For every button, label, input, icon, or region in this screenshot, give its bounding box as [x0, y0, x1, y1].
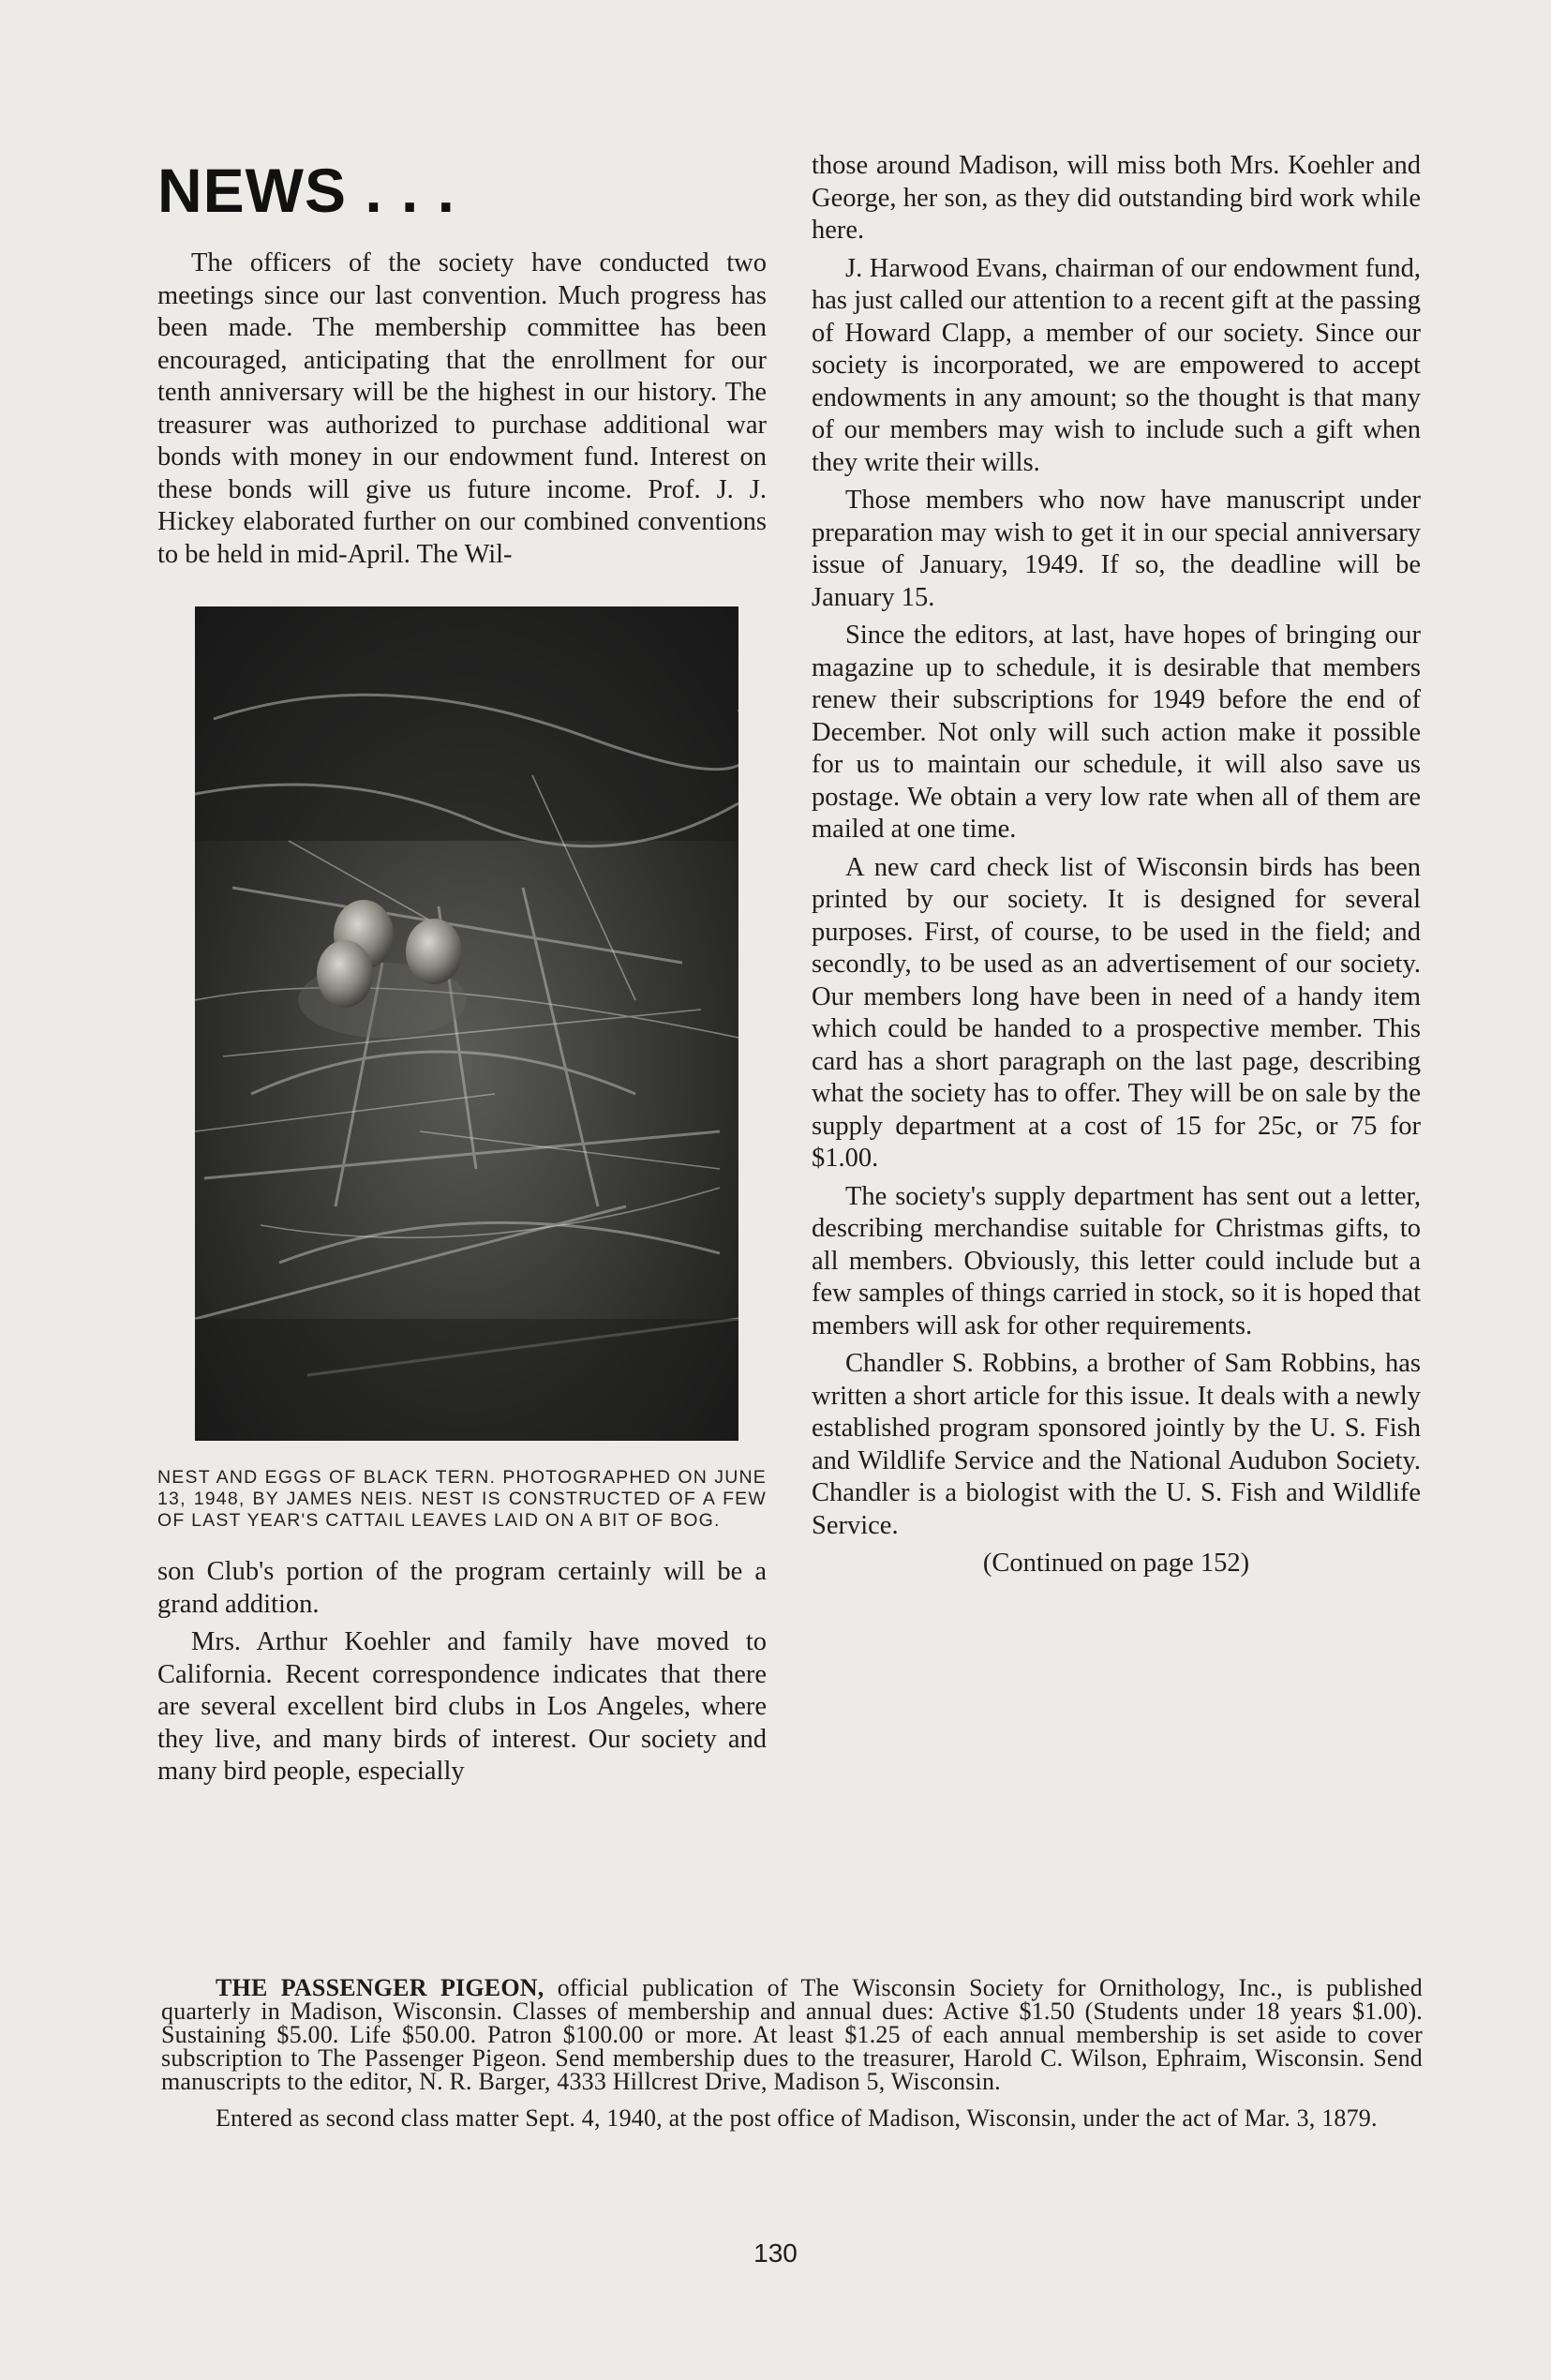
paragraph-koehler: Mrs. Arthur Koehler and family have moved to California. Recent correspondence indicates that there are several excellent bird clubs in Los Angeles, where they live, and many birds of interest. Our society and many bird people, especially — [157, 1627, 767, 1786]
paragraph-madison: those around Madison, will miss both Mrs. Koehler and George, her son, as they did outstanding bird work while here. — [812, 151, 1421, 245]
paragraph-wilson-club: son Club's portion of the program certainly will be a grand addition. — [157, 1557, 767, 1619]
masthead-text: official publication of The Wisconsin Society for Ornithology, Inc., is published quarterly in Madison, Wisconsin. Classes of membership and annual dues: Active $1.50 (Students under 18 years $1.00). Sustaining $5.00. Life $50.00. Patron $100.00 or more. At least $1.25 of each annual membership is set aside to cover subscription to The Passenger Pigeon. Send membership dues to the treasurer, Harold C. Wilson, Ephraim, Wisconsin. Send manuscripts to the editor, N. R. Barger, 4333 Hillcrest Drive, Madison 5, Wisconsin. — [161, 1974, 1423, 2095]
entry-notice: Entered as second class matter Sept. 4, 1940, at the post office of Madison, Wisconsin, under the act of Mar. 3, 1879. — [216, 2104, 1378, 2132]
paragraph-robbins: Chandler S. Robbins, a brother of Sam Robbins, has written a short article for this issue. It deals with a newly established program sponsored jointly by the U. S. Fish and Wildlife Service and the National Audubon Society. Chandler is a biologist with the U. S. Fish and Wildlife Service. — [812, 1349, 1421, 1540]
page-number: 130 — [753, 2238, 798, 2268]
paragraph-manuscripts: Those members who now have manuscript under preparation may wish to get it in our special anniversary issue of January, 1949. If so, the deadline will be January 15. — [812, 486, 1421, 612]
news-heading: NEWS . . . — [157, 156, 456, 225]
right-body — [812, 150, 1421, 1580]
paragraph-check-list: A new card check list of Wisconsin birds has been printed by our society. It is designed for several purposes. First, of course, to be used in the field; and secondly, to be used as an advertisement of our society. Our members long have been in need of a handy item which could be handed to a prospective member. This card has a short paragraph on the last page, describing what the society has to offer. They will be on sale by the supply department at a cost of 15 for 25c, or 75 for $1.00. — [812, 852, 1421, 1173]
masthead-paragraph — [161, 1976, 1423, 2093]
paragraph-subscriptions: Since the editors, at last, have hopes of bringing our magazine up to schedule, it is desirable that members renew their subscriptions for 1949 before the end of December. Not only will such action make it possible for us to maintain our schedule, it will also save us postage. We obtain a very low rate when all of them are mailed at one time. — [812, 621, 1421, 844]
paragraph-officers: The officers of the society have conducted two meetings since our last convention. Much progress has been made. The membership committee has been encouraged, anticipating that the enrollment for our tenth anniversary will be the highest in our history. The treasurer was authorized to purchase additional war bonds with money in our endowment fund. Interest on these bonds will give us future income. Prof. J. J. Hickey elaborated further on our combined conventions to be held in mid-April. The Wil- — [157, 248, 767, 569]
paragraph-supply-department: The society's supply department has sent out a letter, describing merchandise suitable for Christmas gifts, to all members. Obviously, this letter could include but a few samples of things carried in stock, so it is hoped that members will ask for other requirements. — [812, 1181, 1421, 1340]
masthead-footer — [161, 1976, 1423, 2143]
black-tern-nest-photo — [195, 606, 738, 1441]
left-body-bottom — [157, 1556, 767, 1789]
continued-note: (Continued on page 152) — [982, 1549, 1250, 1578]
left-column — [157, 156, 767, 1794]
photo-caption: NEST AND EGGS OF BLACK TERN. PHOTOGRAPHED ON JUNE 13, 1948, BY JAMES NEIS. NEST IS CONSTRUCTED OF A FEW OF LAST YEAR'S CATTAIL LEAVES LAID ON A BIT OF BOG. — [157, 1467, 767, 1531]
paragraph-endowment: J. Harwood Evans, chairman of our endowment fund, has just called our attention to a recent gift at the passing of Howard Clapp, a member of our society. Since our society is incorporated, we are empowered to accept endowments in any amount; so the thought is that many of our members may wish to include such a gift when they write their wills. — [812, 253, 1421, 477]
left-body-top — [157, 247, 767, 571]
publication-title: THE PASSENGER PIGEON, — [216, 1974, 544, 2001]
right-column — [812, 150, 1421, 1586]
photo-figure — [157, 606, 767, 1532]
